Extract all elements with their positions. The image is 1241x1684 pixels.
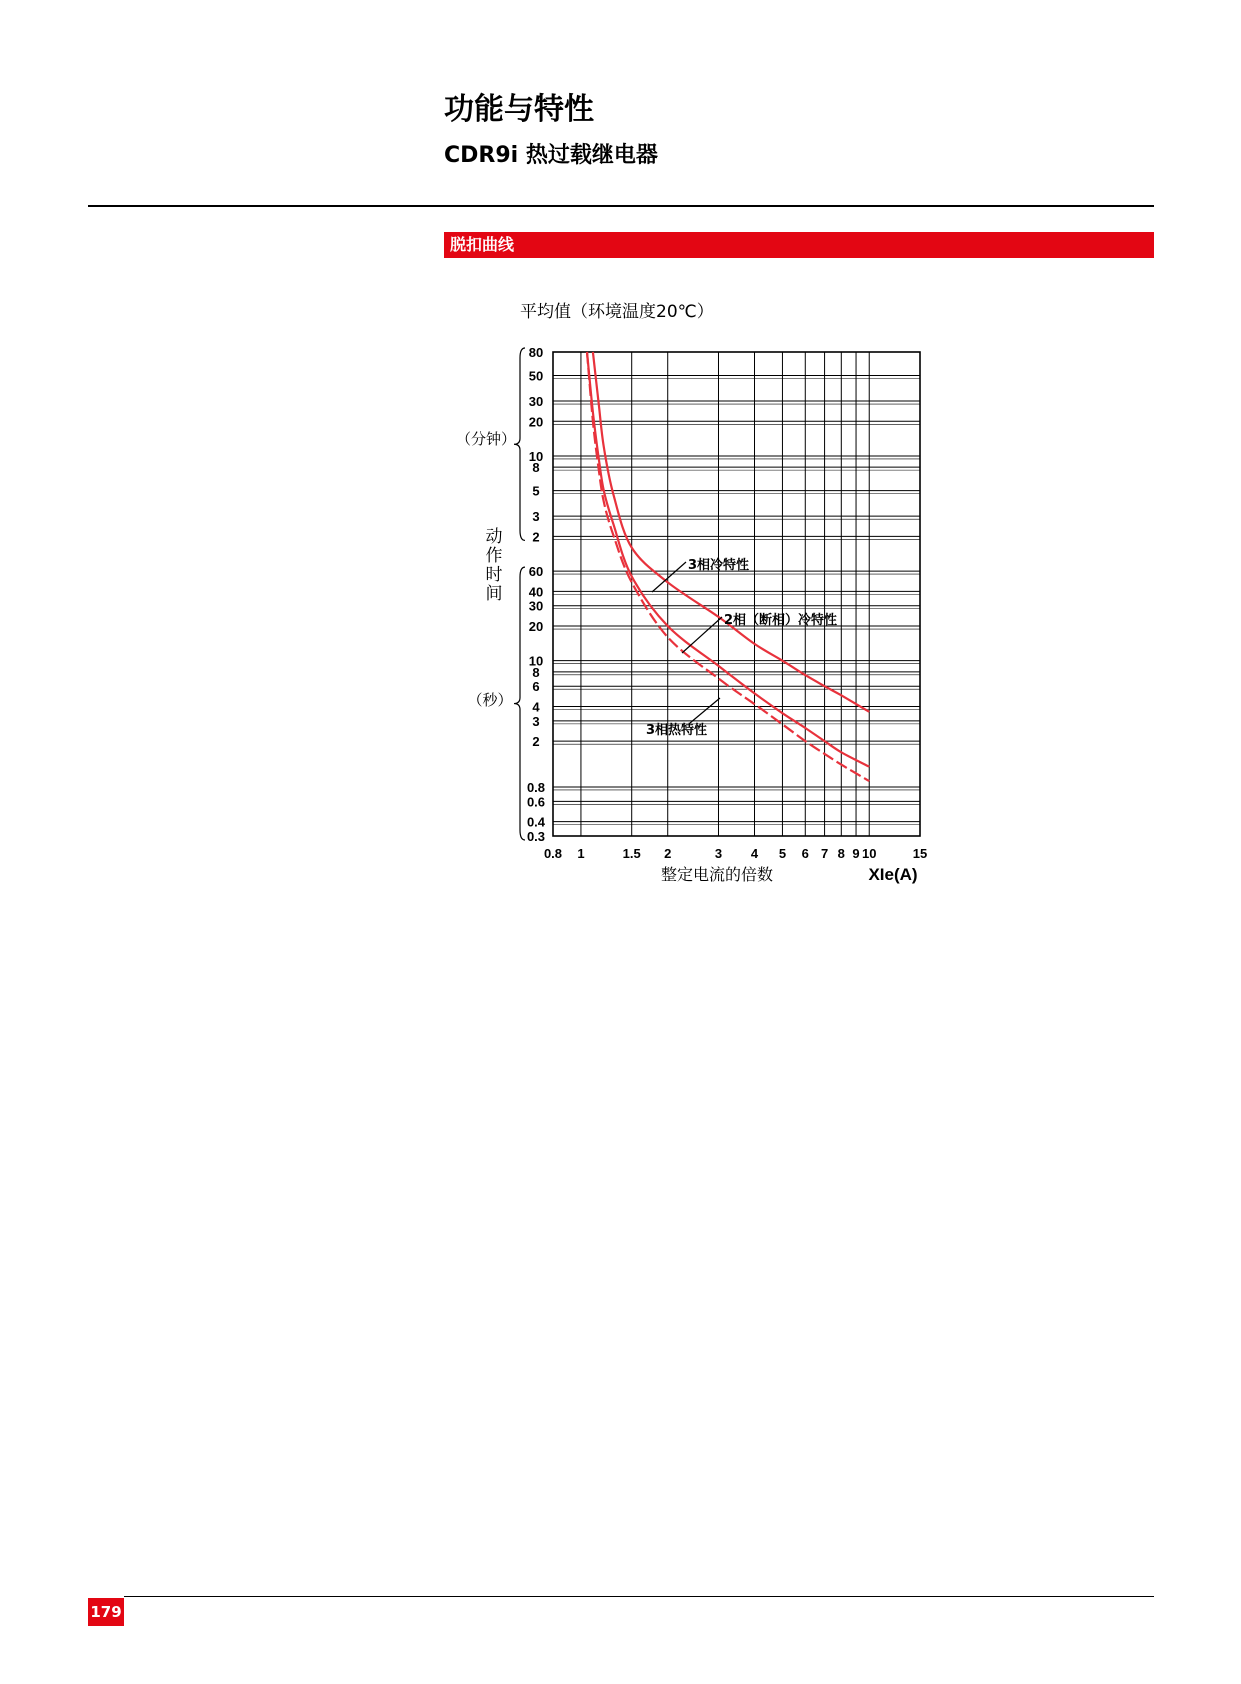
x-tick-label: 8	[837, 846, 845, 861]
y-tick-label: 5	[532, 483, 540, 499]
section-header-label: 脱扣曲线	[450, 235, 515, 254]
y-tick-label: 20	[528, 414, 544, 430]
x-axis-label: 整定电流的倍数	[660, 865, 774, 884]
page-number	[88, 1598, 124, 1626]
y-tick-label: 8	[532, 460, 540, 476]
series-label: 3相热特性	[646, 723, 708, 738]
series-label: 3相冷特性	[688, 558, 750, 573]
y-tick-label: 60	[528, 564, 544, 580]
y-tick-label: 10	[528, 448, 544, 464]
y-axis-label-char: 作	[485, 546, 503, 566]
x-tick-label: 3	[714, 846, 723, 861]
y-tick-label: 20	[528, 619, 544, 635]
y-tick-label: 8	[532, 664, 540, 680]
x-tick-label: 4	[750, 846, 759, 861]
y-axis-label-char: 动	[485, 527, 503, 547]
y-axis-label-char: 间	[485, 584, 503, 604]
y-tick-label: 0.6	[526, 794, 546, 810]
y-tick-label: 50	[528, 368, 544, 384]
page-number-text: 179	[90, 1603, 122, 1621]
y-tick-label: 0.4	[526, 814, 546, 830]
x-tick-label: 9	[852, 846, 860, 861]
y-tick-label: 0.8	[526, 779, 546, 795]
chart-ticks	[514, 345, 927, 861]
y-tick-label: 2	[532, 734, 540, 750]
footer-divider	[124, 1596, 1154, 1597]
y-axis-label-char: 时	[485, 565, 503, 585]
y-group-label-minutes: （分钟）	[455, 430, 517, 448]
x-tick-label: 5	[778, 846, 787, 861]
x-tick-label: 1	[577, 846, 585, 861]
chart-title: 平均值（环境温度20℃）	[520, 302, 714, 322]
page-subtitle: CDR9i 热过载继电器	[444, 143, 658, 168]
x-tick-label: 6	[801, 846, 809, 861]
series-leader-line	[682, 617, 722, 653]
series-leader-line	[652, 562, 686, 592]
x-tick-label: 10	[861, 846, 877, 861]
y-tick-label: 30	[528, 598, 544, 614]
y-tick-label: 30	[528, 394, 544, 410]
y-tick-label: 0.3	[526, 829, 546, 844]
y-tick-label: 40	[528, 584, 544, 600]
y-tick-label: 10	[528, 653, 544, 669]
x-tick-label: 0.8	[543, 846, 563, 861]
y-brace-seconds	[514, 567, 525, 840]
series-curve	[593, 352, 869, 712]
y-tick-label: 80	[528, 345, 544, 360]
series-label: 2相（断相）冷特性	[724, 613, 838, 628]
x-tick-label: 2	[664, 846, 672, 861]
y-group-label-seconds: （秒）	[467, 691, 513, 709]
y-tick-label: 6	[532, 679, 540, 695]
y-tick-label: 3	[532, 713, 540, 729]
series-leader-line	[690, 698, 720, 723]
chart-text	[456, 302, 918, 884]
y-tick-label: 4	[532, 699, 540, 715]
x-tick-label: 7	[820, 846, 829, 861]
x-tick-label: 15	[912, 846, 928, 861]
x-tick-label: 1.5	[622, 846, 641, 861]
y-tick-label: 3	[532, 509, 540, 525]
y-tick-label: 2	[532, 529, 540, 545]
page-title: 功能与特性	[444, 92, 594, 127]
x-axis-unit-label: XIe(A)	[868, 865, 918, 884]
